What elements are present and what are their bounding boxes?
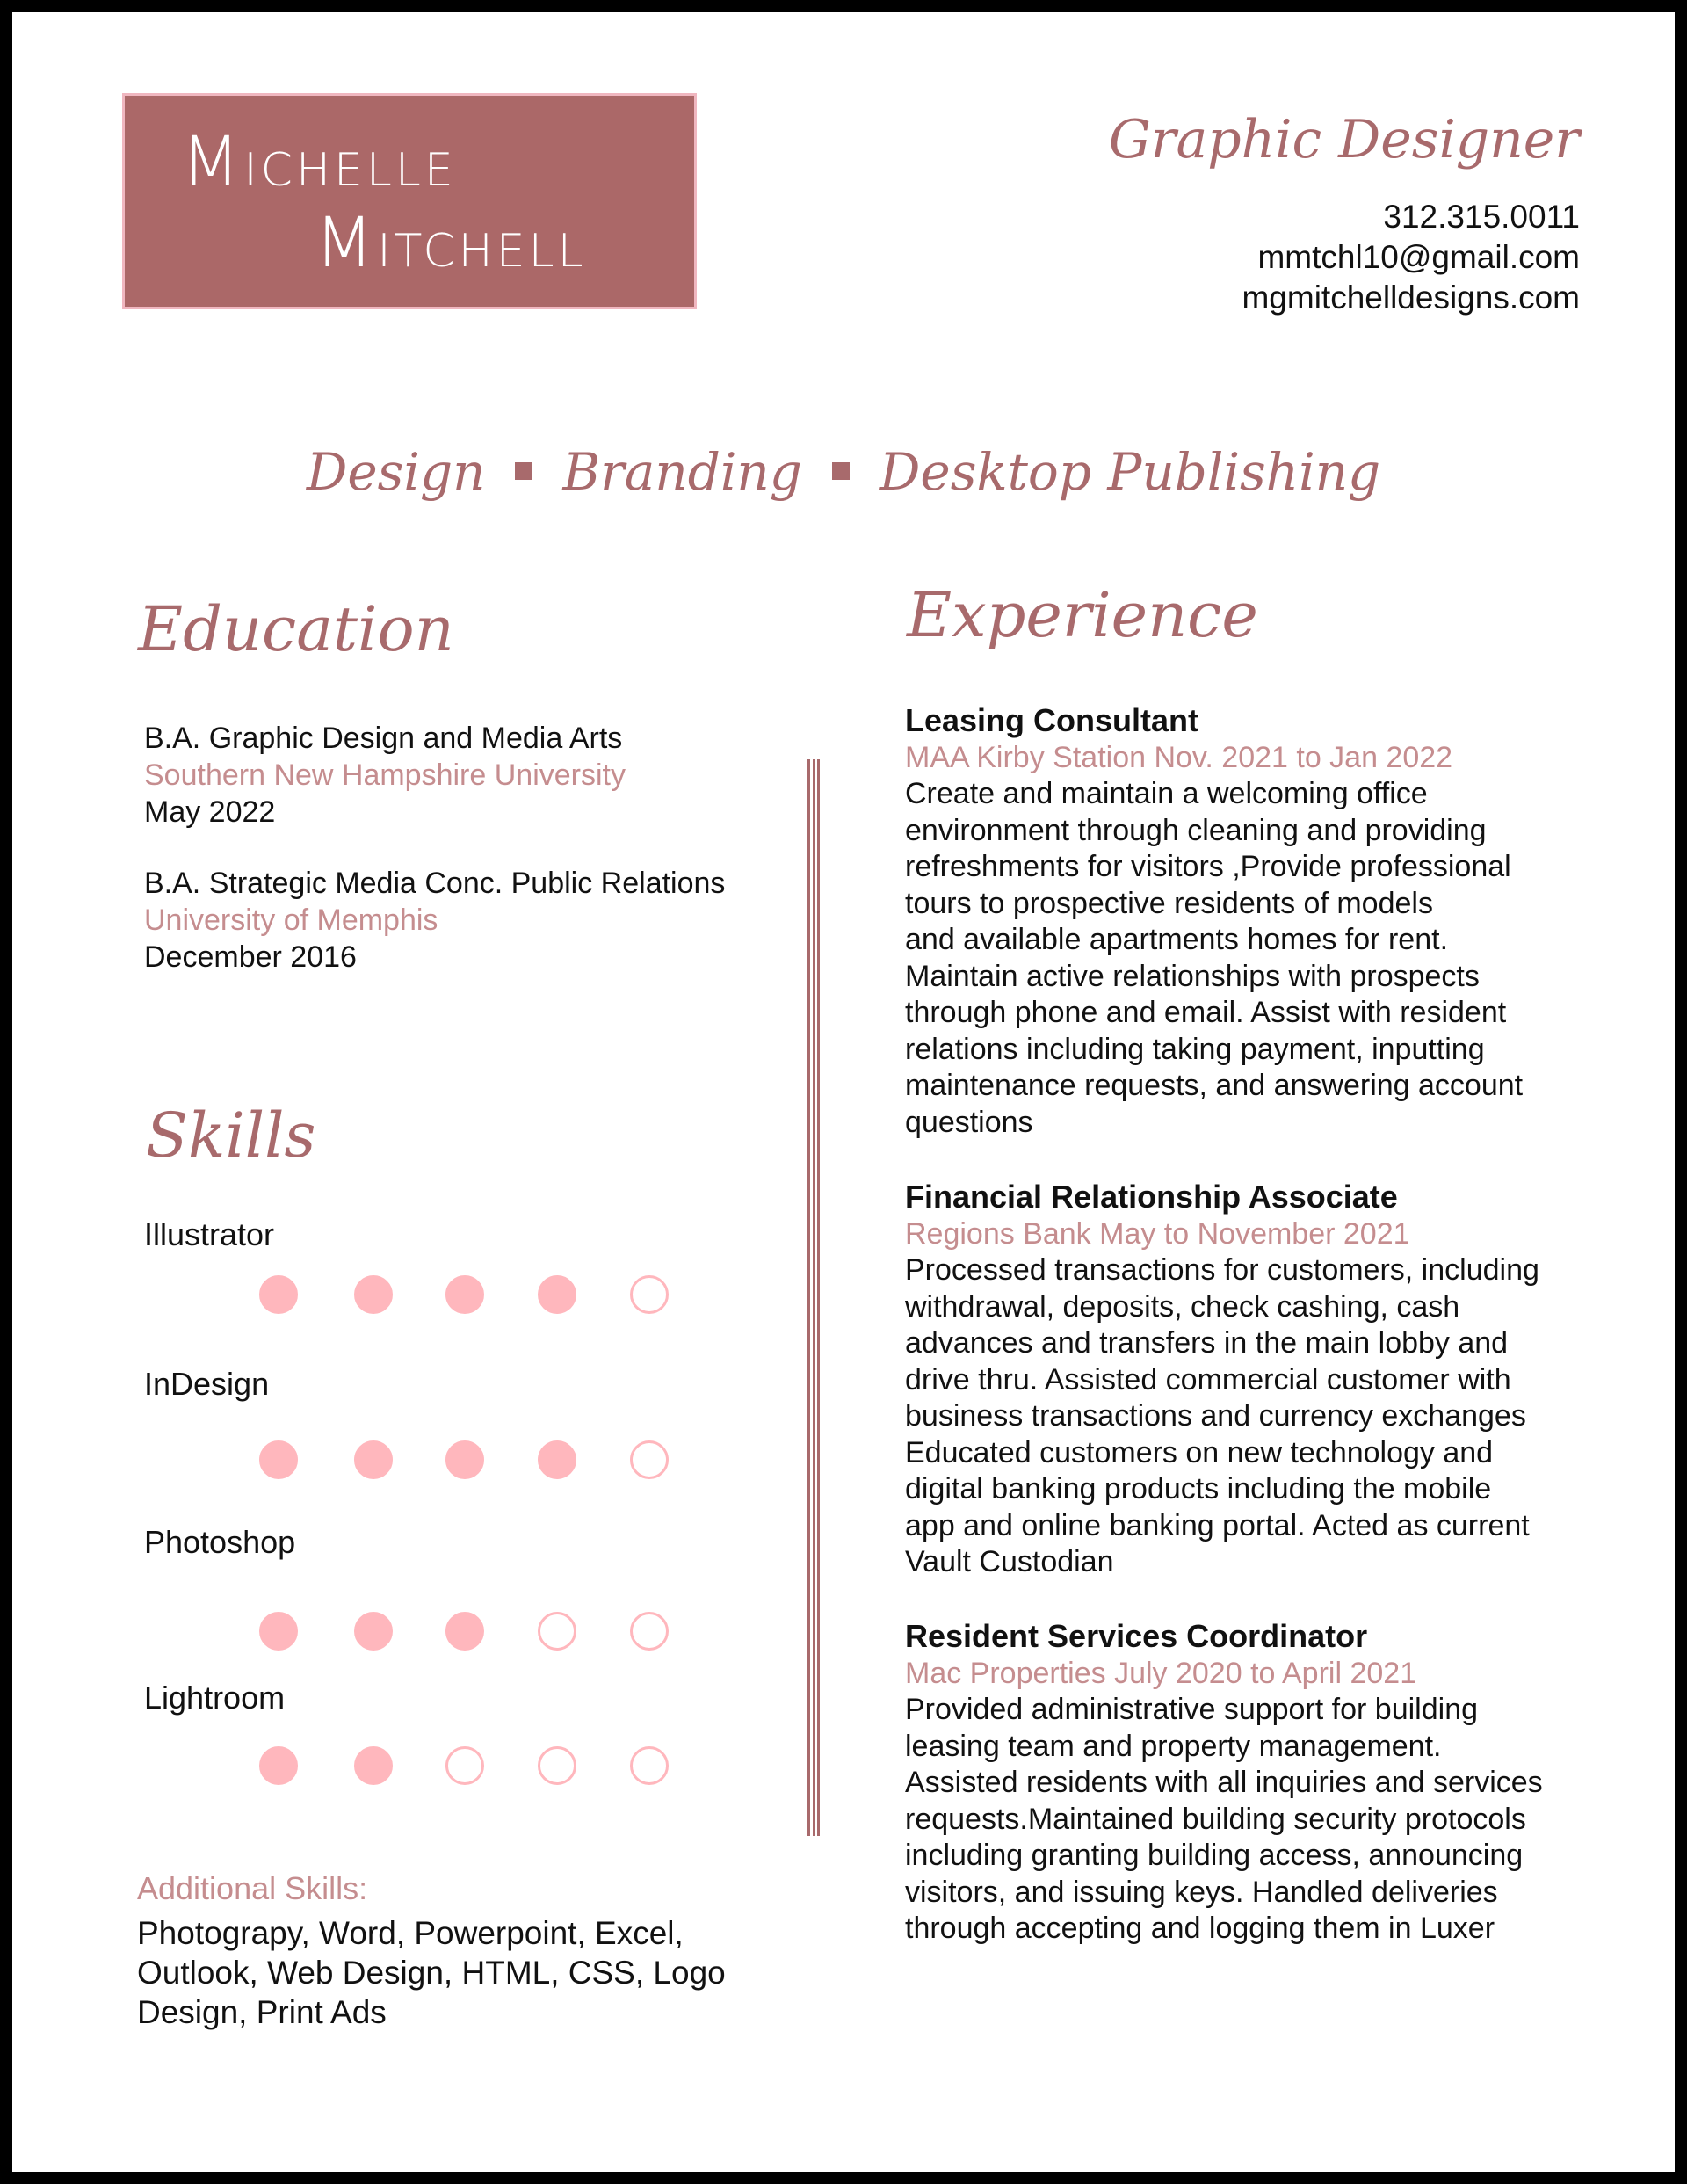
skill-name: InDesign <box>144 1366 270 1402</box>
description-line: digital banking products including the mobile <box>905 1472 1492 1506</box>
rating-dot-empty <box>445 1746 484 1785</box>
website: mgmitchelldesigns.com <box>1242 279 1580 316</box>
degree: B.A. Strategic Media Conc. Public Relations <box>144 867 726 900</box>
description-line: leasing team and property management. <box>905 1729 1442 1763</box>
degree: B.A. Graphic Design and Media Arts <box>144 722 623 755</box>
rating-dot-filled <box>354 1440 393 1479</box>
description-line: Create and maintain a welcoming office <box>905 777 1428 810</box>
position-title: Financial Relationship Associate <box>905 1179 1398 1215</box>
graduation-date: May 2022 <box>144 795 276 829</box>
description-line: tours to prospective residents of models <box>905 886 1433 920</box>
rating-dot-filled <box>259 1612 298 1651</box>
skill-name: Lightroom <box>144 1680 286 1716</box>
school: University of Memphis <box>144 903 438 937</box>
job-description <box>905 1252 1599 1581</box>
description-line: maintenance requests, and answering account <box>905 1069 1524 1102</box>
experience-entry <box>905 1179 1599 1581</box>
skill-name: Photoshop <box>144 1524 296 1560</box>
rating-dot-filled <box>538 1440 576 1479</box>
job-description <box>905 776 1599 1141</box>
skill-rating <box>259 1440 716 1483</box>
rating-dot-filled <box>354 1612 393 1651</box>
name-banner <box>122 93 697 309</box>
description-line: Maintain active relationships with prospects <box>905 959 1480 993</box>
description-line: app and online banking portal. Acted as current <box>905 1508 1530 1542</box>
column-divider <box>807 759 820 1836</box>
description-line: drive thru. Assisted commercial customer with <box>905 1362 1511 1397</box>
specialties-line <box>12 441 1675 503</box>
job-description <box>905 1692 1599 1948</box>
additional-skills-text: Photograpy, Word, Powerpoint, Excel, Outlook, Web Design, HTML, CSS, Logo Design, Print Ads <box>137 1915 726 2030</box>
description-line: and available apartments homes for rent. <box>905 923 1449 956</box>
skill-name: Illustrator <box>144 1216 275 1252</box>
phone-number: 312.315.0011 <box>1383 199 1580 235</box>
square-bullet-icon <box>832 462 850 480</box>
rating-dot-filled <box>259 1275 298 1314</box>
rating-dot-filled <box>259 1746 298 1785</box>
job-title: Graphic Designer <box>1108 109 1580 171</box>
position-title: Leasing Consultant <box>905 702 1199 738</box>
experience-entry <box>905 702 1599 1141</box>
description-line: through accepting and logging them in Luxer <box>905 1912 1495 1945</box>
rating-dot-filled <box>259 1440 298 1479</box>
rating-dot-filled <box>538 1275 576 1314</box>
company-dates: Mac Properties July 2020 to April 2021 <box>905 1657 1417 1690</box>
rating-dot-empty <box>630 1275 669 1314</box>
description-line: Assisted residents with all inquiries and services <box>905 1766 1543 1799</box>
description-line: Provided administrative support for building <box>905 1693 1479 1726</box>
experience-entry <box>905 1618 1599 1948</box>
rating-dot-filled <box>354 1746 393 1785</box>
description-line: Vault Custodian <box>905 1545 1114 1578</box>
email-address: mmtchl10@gmail.com <box>1257 239 1580 275</box>
rating-dot-filled <box>354 1275 393 1314</box>
description-line: Educated customers on new technology and <box>905 1435 1494 1469</box>
skill-rating <box>259 1746 716 1789</box>
rating-dot-empty <box>630 1746 669 1785</box>
description-line: refreshments for visitors ,Provide professional <box>905 850 1511 883</box>
last-name: MITCHELL <box>315 204 587 283</box>
description-line: visitors, and issuing keys. Handled deliveries <box>905 1875 1498 1909</box>
square-bullet-icon <box>515 462 532 480</box>
rating-dot-empty <box>630 1612 669 1651</box>
rating-dot-filled <box>445 1612 484 1651</box>
first-name: MICHELLE <box>181 123 457 202</box>
education-entry <box>144 865 725 976</box>
specialty-item: Desktop Publishing <box>879 442 1381 502</box>
description-line: relations including taking payment, inputting <box>905 1032 1485 1066</box>
skills-heading: Skills <box>146 1099 316 1172</box>
skill-rating <box>259 1612 716 1654</box>
rating-dot-filled <box>445 1275 484 1314</box>
description-line: environment through cleaning and providing <box>905 813 1487 847</box>
specialty-item: Design <box>306 442 486 502</box>
description-line: withdrawal, deposits, check cashing, cash <box>905 1289 1460 1324</box>
description-line: Processed transactions for customers, including <box>905 1253 1539 1287</box>
rating-dot-empty <box>538 1746 576 1785</box>
rating-dot-empty <box>630 1440 669 1479</box>
resume-page <box>12 12 1675 2172</box>
rating-dot-filled <box>445 1440 484 1479</box>
description-line: advances and transfers in the main lobby and <box>905 1326 1509 1360</box>
description-line: business transactions and currency exchanges <box>905 1399 1526 1433</box>
rating-dot-empty <box>538 1612 576 1651</box>
description-line: questions <box>905 1105 1033 1139</box>
company-dates: Regions Bank May to November 2021 <box>905 1217 1410 1251</box>
position-title: Resident Services Coordinator <box>905 1618 1368 1654</box>
description-line: including granting building access, announcing <box>905 1839 1524 1872</box>
company-dates: MAA Kirby Station Nov. 2021 to Jan 2022 <box>905 741 1453 774</box>
additional-skills-title: Additional Skills: <box>137 1870 368 1906</box>
school: Southern New Hampshire University <box>144 758 626 792</box>
specialty-item: Branding <box>562 442 802 502</box>
description-line: requests.Maintained building security protocols <box>905 1802 1526 1836</box>
description-line: through phone and email. Assist with resident <box>905 996 1507 1029</box>
skill-rating <box>259 1275 716 1317</box>
education-heading: Education <box>138 593 454 665</box>
education-entry <box>144 720 626 831</box>
graduation-date: December 2016 <box>144 940 357 974</box>
contact-info <box>1242 197 1580 318</box>
experience-heading: Experience <box>907 579 1258 651</box>
